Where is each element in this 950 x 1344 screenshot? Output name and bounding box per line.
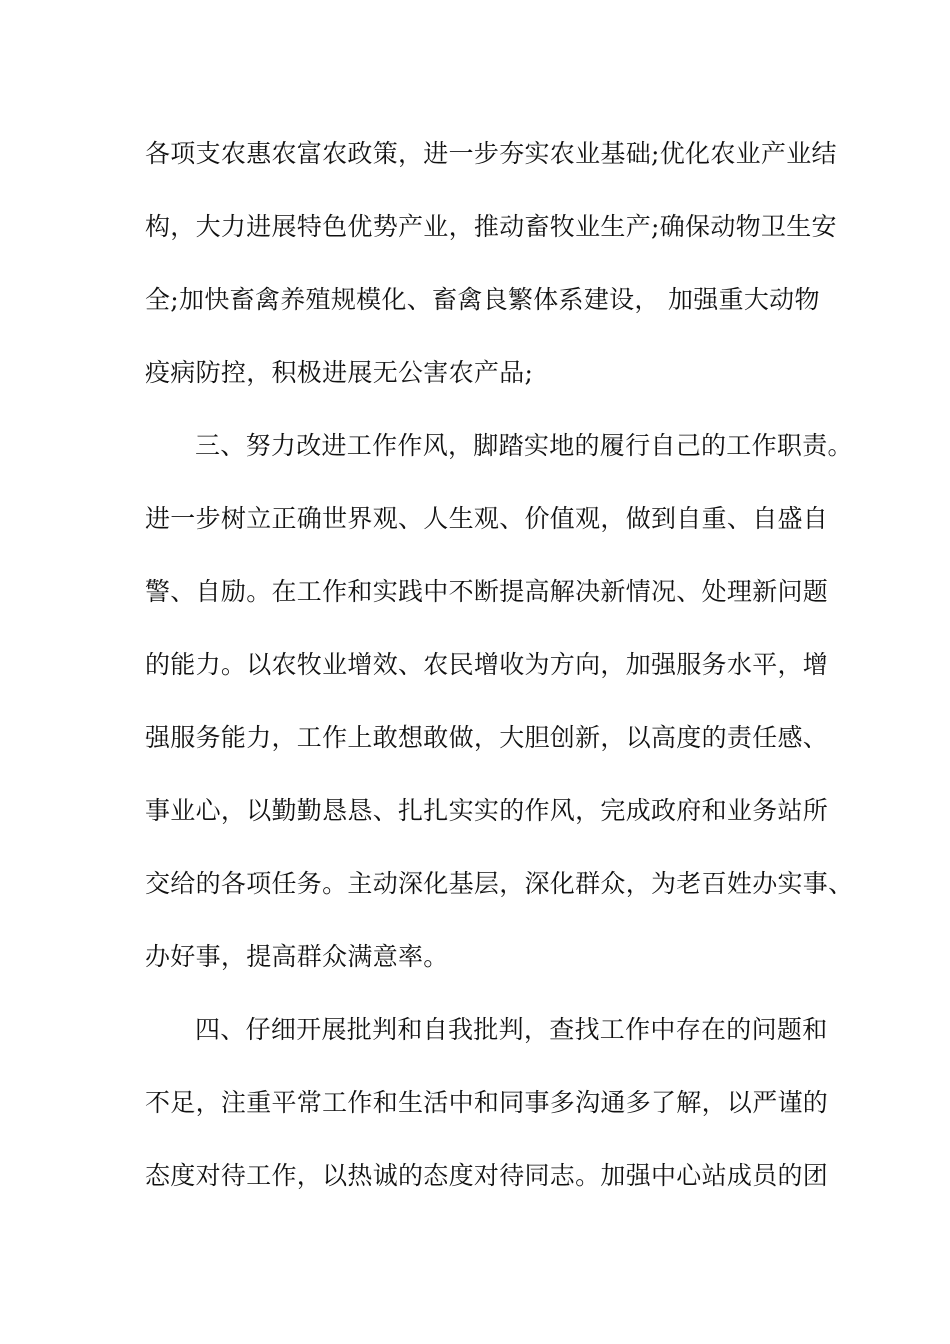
text-line: 不足，注重平常工作和生活中和同事多沟通多了解，以严谨的 bbox=[145, 1088, 829, 1117]
document-body bbox=[145, 130, 854, 1225]
text-line: 事业心，以勤勤恳恳、扎扎实实的作风，完成政府和业务站所 bbox=[145, 796, 829, 825]
text-line: 各项支农惠农富农政策，进一步夯实农业基础;优化农业产业结 bbox=[145, 139, 837, 168]
text-line: 构，大力进展特色优势产业，推动畜牧业生产;确保动物卫生安 bbox=[145, 212, 837, 241]
section-four-heading-line: 四、仔细开展批判和自我批判，查找工作中存在的问题和 bbox=[195, 1015, 828, 1044]
text-line: 疫病防控，积极进展无公害农产品; bbox=[145, 358, 534, 387]
text-line: 交给的各项任务。主动深化基层，深化群众，为老百姓办实事、 bbox=[145, 869, 854, 898]
text-line: 警、自励。在工作和实践中不断提高解决新情况、处理新问题 bbox=[145, 577, 829, 606]
section-three-heading-line: 三、努力改进工作作风，脚踏实地的履行自己的工作职责。 bbox=[195, 431, 853, 460]
text-line: 全;加快畜禽养殖规模化、畜禽良繁体系建设， 加强重大动物 bbox=[145, 285, 820, 314]
text-line: 强服务能力，工作上敢想敢做，大胆创新，以高度的责任感、 bbox=[145, 723, 829, 752]
text-line: 态度对待工作，以热诚的态度对待同志。加强中心站成员的团 bbox=[145, 1161, 829, 1190]
text-line: 办好事，提高群众满意率。 bbox=[145, 942, 449, 971]
text-line: 进一步树立正确世界观、人生观、价值观，做到自重、自盛自 bbox=[145, 504, 829, 533]
text-line: 的能力。以农牧业增效、农民增收为方向，加强服务水平，增 bbox=[145, 650, 829, 679]
